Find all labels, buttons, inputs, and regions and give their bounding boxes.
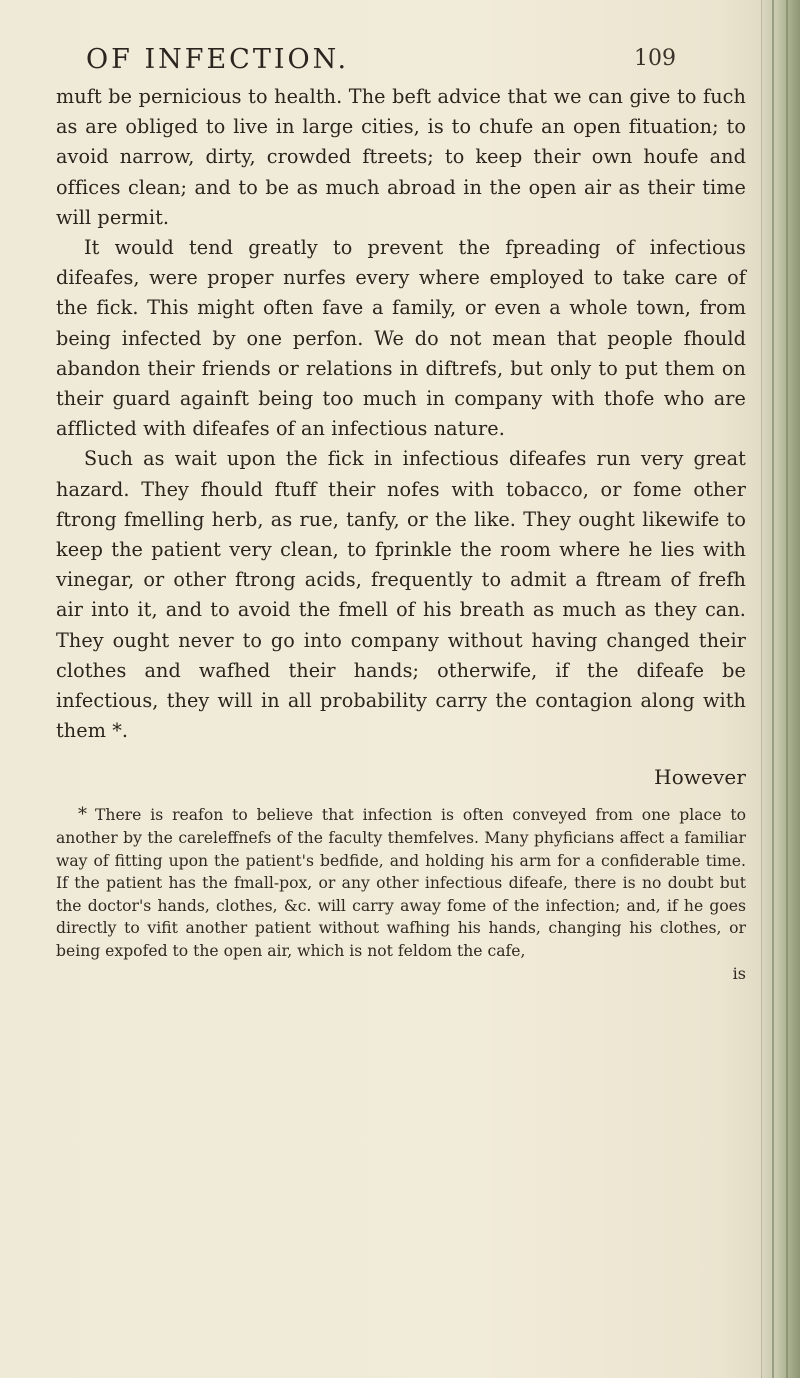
text-block	[56, 30, 746, 985]
footnote-catchword: is	[732, 963, 746, 983]
footnote-text: There is reafon to believe that infection is often conveyed from one place to another by the careleffnefs of the faculty themfelves. Many phyficians affect a familiar way of fitting upon the patient's bedfide, and holding his arm for a confiderable time. If the patient has the fmall-pox, or any other infectious difeafe, there is no doubt but the doctor's hands, clothes, &c. will carry away fome of the infection; and, if he goes directly to vifit another patient without wafhing his hands, changing his clothes, or being expofed to the open air, which is not feldom the cafe,	[56, 806, 746, 961]
page-gutter-edge	[761, 0, 800, 1378]
body-text	[56, 82, 746, 792]
paragraph: It would tend greatly to prevent the fpreading of infectious difeafes, were proper nurfes every where employed to take care of the fick. This might often fave a family, or even a whole town, from being infected by one perfon. We do not mean that people fhould abandon their friends or relations in diftrefs, but only to put them on their guard againft being too much in company with thofe who are afflicted with difeafes of an infectious nature.	[56, 236, 746, 441]
catchword: However	[654, 765, 746, 790]
paragraph: muft be pernicious to health. The beft advice that we can give to fuch as are obliged to live in large cities, is to chufe an open fituation; to avoid narrow, dirty, crowded ftreets; to keep their own houfe and offices clean; and to be as much abroad in the open air as their time will permit.	[56, 85, 746, 229]
paragraph: Such as wait upon the fick in infectious difeafes run very great hazard. They fhould ftuff their nofes with tobacco, or fome other ftrong fmelling herb, as rue, tanfy, or the like. They ought likewife to keep the patient very clean, to fprinkle the room where he lies with vinegar, or other ftrong acids, frequently to admit a ftream of frefh air into it, and to avoid the fmell of his breath as much as they can. They ought never to go into company without having changed their clothes and wafhed their hands; otherwife, if the difeafe be infectious, they will in all probability carry the contagion along with them *.	[56, 447, 746, 743]
gutter-line	[786, 0, 788, 1378]
footnote	[56, 804, 746, 984]
running-title: OF INFECTION.	[86, 44, 350, 75]
gutter-line	[772, 0, 774, 1378]
running-head	[56, 30, 746, 82]
page-number: 109	[634, 46, 676, 71]
footnote-mark: *	[78, 804, 87, 826]
